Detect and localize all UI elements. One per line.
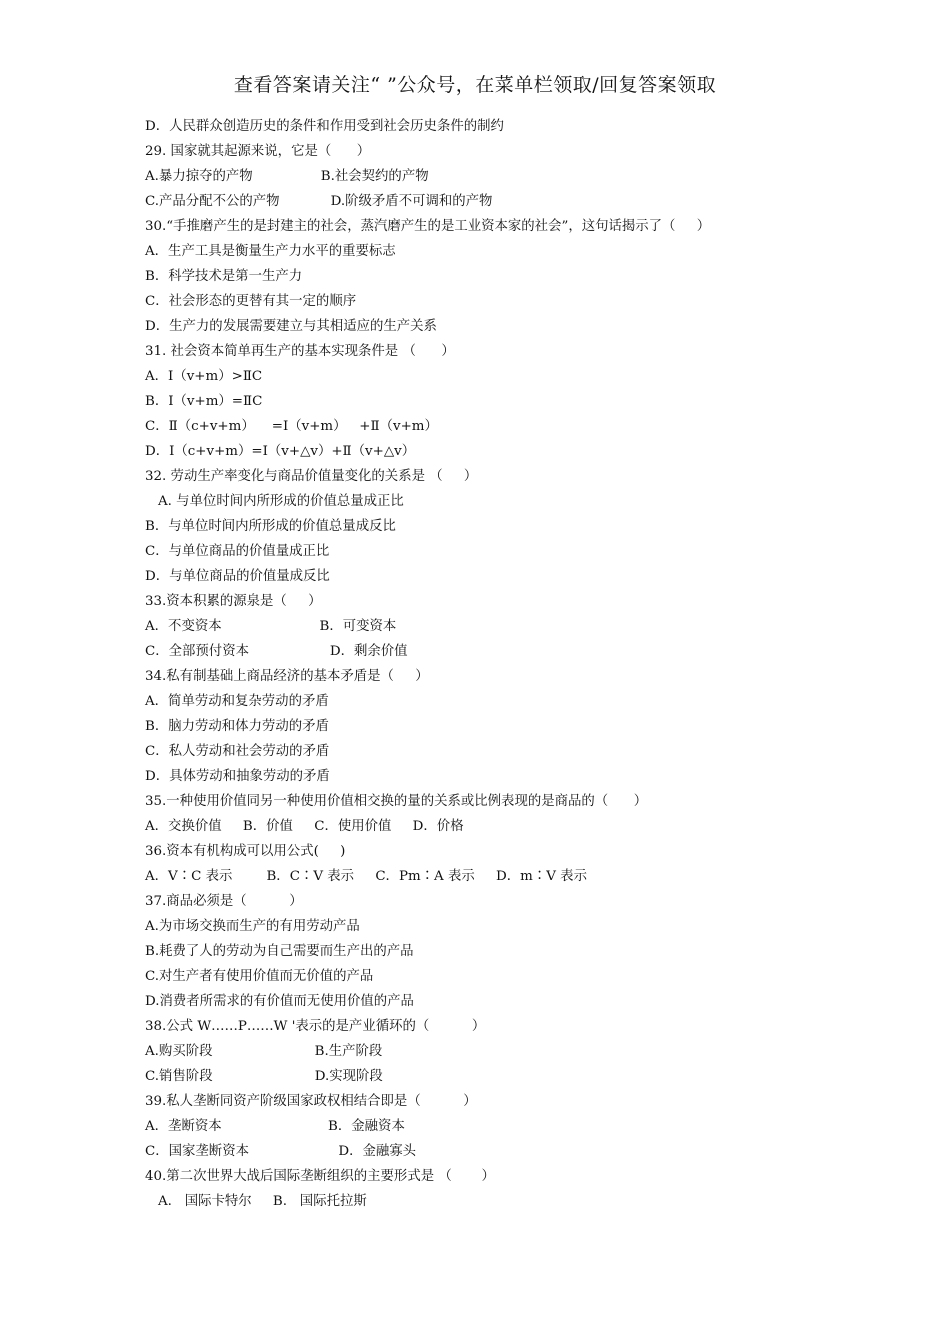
option-line: B.耗费了人的劳动为自己需要而生产出的产品 bbox=[145, 944, 414, 959]
question-38: 38.公式 W……P……W '表示的是产业循环的（ ） bbox=[145, 1019, 486, 1034]
option-line: A.为市场交换而生产的有用劳动产品 bbox=[145, 919, 360, 934]
option-line: A.购买阶段 B.生产阶段 bbox=[145, 1044, 383, 1059]
option-line: C．私人劳动和社会劳动的矛盾 bbox=[145, 744, 330, 759]
question-39: 39.私人垄断同资产阶级国家政权相结合即是（ ） bbox=[145, 1094, 477, 1109]
question-36: 36.资本有机构成可以用公式( ) bbox=[145, 844, 346, 859]
question-33: 33.资本积累的源泉是（ ） bbox=[145, 594, 322, 609]
option-line: A.暴力掠夺的产物 B.社会契约的产物 bbox=[145, 169, 429, 184]
option-line: C．与单位商品的价值量成正比 bbox=[145, 544, 330, 559]
option-line: B．Ⅰ（v+m）=ⅡC bbox=[145, 394, 263, 409]
question-37: 37.商品必须是（ ） bbox=[145, 894, 303, 909]
option-line: D．Ⅰ（c+v+m）=I（v+△v）+Ⅱ（v+△v） bbox=[145, 444, 416, 459]
question-29: 29. 国家就其起源来说，它是（ ） bbox=[145, 144, 371, 159]
page-header: 查看答案请关注“ ”公众号，在菜单栏领取/回复答案领取 bbox=[233, 74, 717, 96]
option-line: A．V∶C 表示 B．C∶V 表示 C．Pm∶A 表示 D．m∶V 表示 bbox=[145, 869, 587, 884]
option-line: B．科学技术是第一生产力 bbox=[145, 269, 303, 284]
question-34: 34.私有制基础上商品经济的基本矛盾是（ ） bbox=[145, 669, 429, 684]
option-line: A．交换价值 B．价值 C．使用价值 D．价格 bbox=[145, 819, 464, 834]
question-35: 35.一种使用价值同另一种使用价值相交换的量的关系或比例表现的是商品的（ ） bbox=[145, 794, 648, 809]
option-line: D．与单位商品的价值量成反比 bbox=[145, 569, 330, 584]
option-line: C．社会形态的更替有其一定的顺序 bbox=[145, 294, 357, 309]
option-line: A．生产工具是衡量生产力水平的重要标志 bbox=[145, 244, 396, 259]
option-line: A．简单劳动和复杂劳动的矛盾 bbox=[145, 694, 329, 709]
option-line: A. 国际卡特尔 B. 国际托拉斯 bbox=[158, 1194, 367, 1209]
option-line: C．Ⅱ（c+v+m） =I（v+m） +Ⅱ（v+m） bbox=[145, 419, 438, 434]
option-line: C.对生产者有使用价值而无价值的产品 bbox=[145, 969, 374, 984]
question-30: 30.“手推磨产生的是封建主的社会，蒸汽磨产生的是工业资本家的社会”，这句话揭示了（ ） bbox=[145, 219, 711, 234]
option-line: D．生产力的发展需要建立与其相适应的生产关系 bbox=[145, 319, 437, 334]
question-32: 32. 劳动生产率变化与商品价值量变化的关系是 （ ） bbox=[145, 469, 478, 484]
option-line: C．国家垄断资本 D．金融寡头 bbox=[145, 1144, 417, 1159]
option-line: A．垄断资本 B．金融资本 bbox=[145, 1119, 405, 1134]
option-line: C．全部预付资本 D．剩余价值 bbox=[145, 644, 408, 659]
option-line: B．脑力劳动和体力劳动的矛盾 bbox=[145, 719, 329, 734]
question-40: 40.第二次世界大战后国际垄断组织的主要形式是 （ ） bbox=[145, 1169, 495, 1184]
text-line: D．人民群众创造历史的条件和作用受到社会历史条件的制约 bbox=[145, 119, 504, 134]
question-31: 31. 社会资本简单再生产的基本实现条件是 （ ） bbox=[145, 344, 455, 359]
option-line: C.产品分配不公的产物 D.阶级矛盾不可调和的产物 bbox=[145, 194, 493, 209]
option-line: C.销售阶段 D.实现阶段 bbox=[145, 1069, 383, 1084]
option-line: A. 与单位时间内所形成的价值总量成正比 bbox=[158, 494, 404, 509]
option-line: D．具体劳动和抽象劳动的矛盾 bbox=[145, 769, 330, 784]
option-line: D.消费者所需求的有价值而无使用价值的产品 bbox=[145, 994, 414, 1009]
option-line: A．Ⅰ（v+m）>ⅡC bbox=[145, 369, 263, 384]
option-line: B．与单位时间内所形成的价值总量成反比 bbox=[145, 519, 396, 534]
option-line: A．不变资本 B．可变资本 bbox=[145, 619, 397, 634]
